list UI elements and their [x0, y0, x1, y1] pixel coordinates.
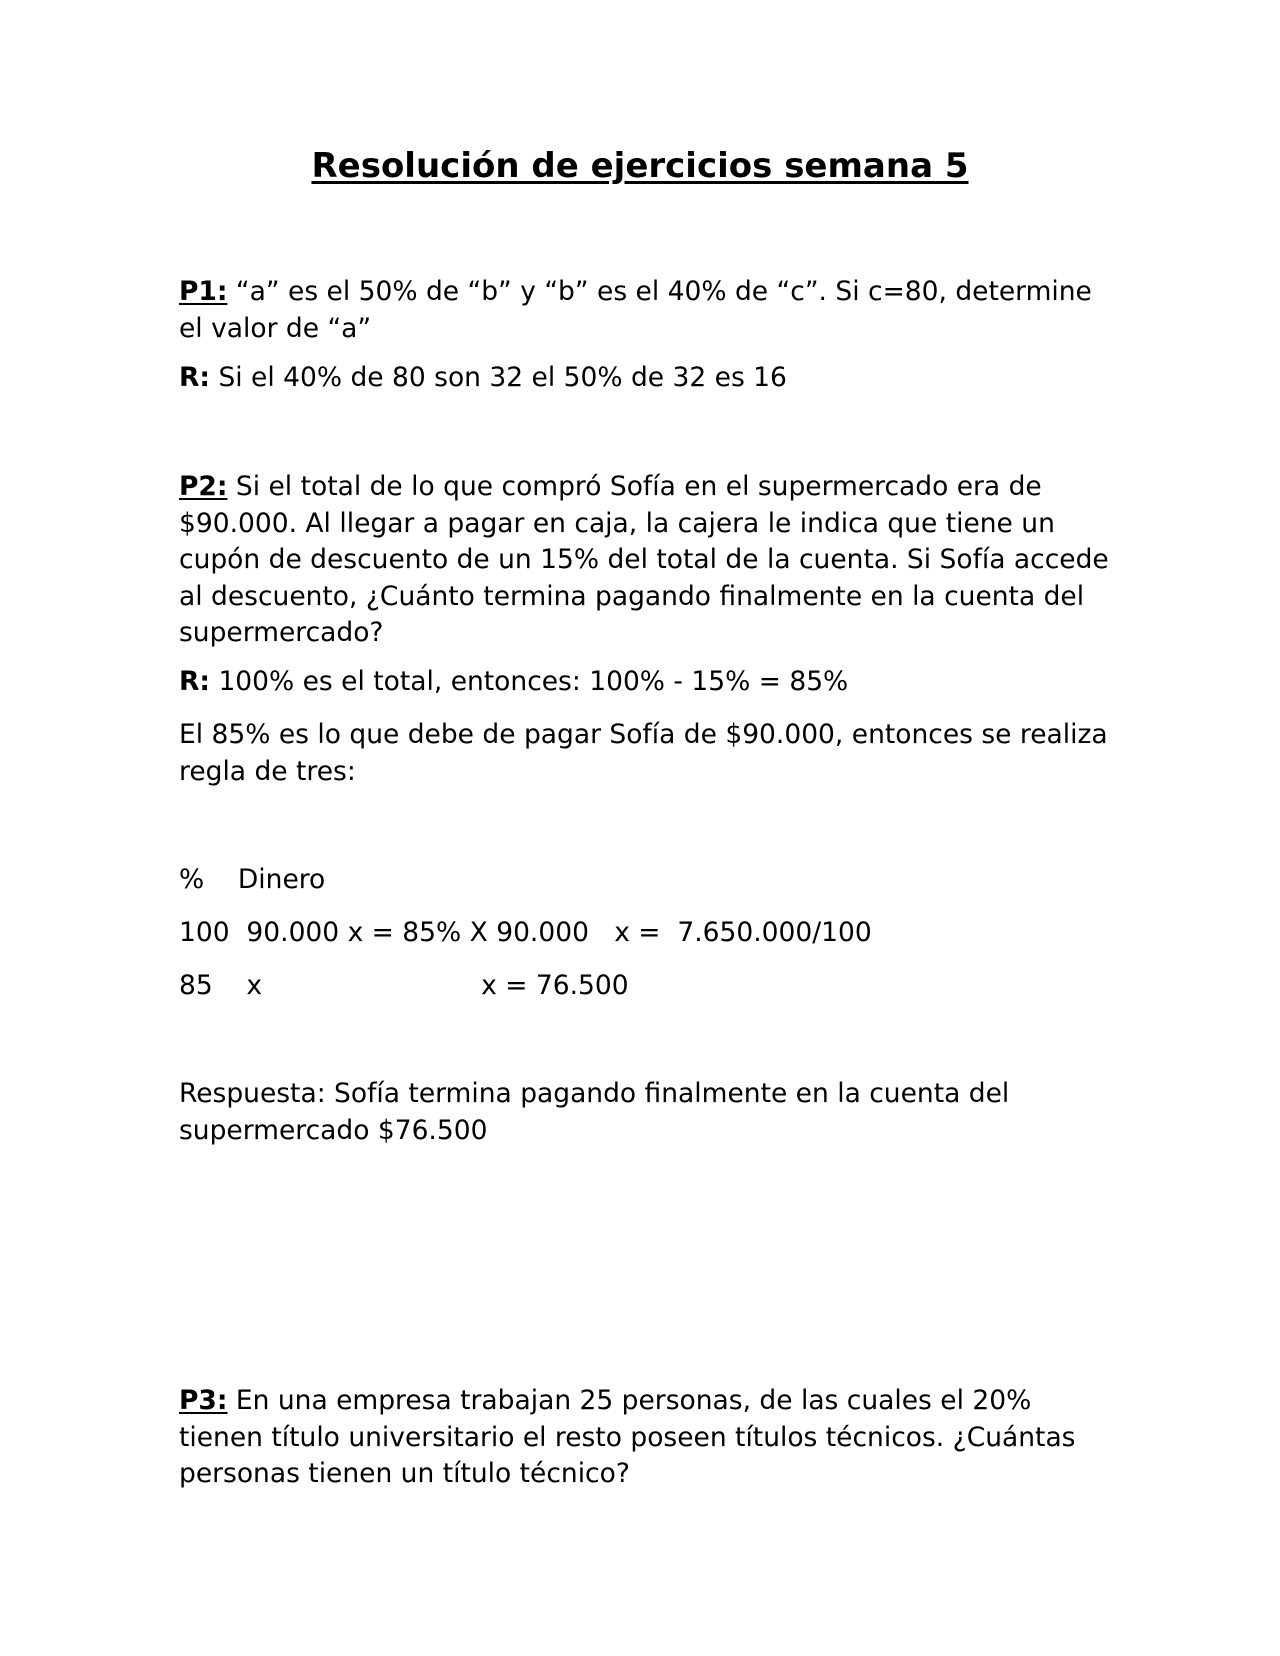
p1-label: P1:: [179, 276, 228, 307]
p2-question: [179, 469, 1109, 652]
p2-answer-label: R:: [179, 666, 211, 697]
p2-response: Respuesta: Sofía termina pagando finalmente en la cuenta del supermercado $76.500: [179, 1078, 1010, 1146]
p3-question-text: En una empresa trabajan 25 personas, de las cuales el 20% tienen título universitario el resto poseen títulos técnicos. ¿Cuántas personas tienen un título técnico?: [179, 1385, 1076, 1489]
rule-of-three-header: % Dinero: [179, 864, 326, 895]
p1-question-text: “a” es el 50% de “b” y “b” es el 40% de “c”. Si c=80, determine el valor de “a”: [179, 276, 1092, 344]
p1-answer: [179, 360, 1109, 397]
p2-question-text: Si el total de lo que compró Sofía en el supermercado era de $90.000. Al llegar a pagar en caja, la cajera le indica que tiene un cupón de descuento de un 15% del total de la cuenta. Si Sofía accede al descuento, ¿Cuánto termina pagando finalmente en la cuenta del supermercado?: [179, 471, 1109, 648]
rule-of-three-row-1: 100 90.000 x = 85% X 90.000 x = 7.650.000/100: [179, 917, 872, 948]
p2-answer: [179, 664, 1109, 701]
p3-question: [179, 1383, 1109, 1493]
page-title: Resolución de ejercicios semana 5: [311, 146, 969, 186]
rule-of-three-row-2: 85 x x = 76.500: [179, 970, 629, 1001]
p2-explanation: El 85% es lo que debe de pagar Sofía de $90.000, entonces se realiza regla de tres:: [179, 719, 1108, 787]
p2-answer-text: 100% es el total, entonces: 100% - 15% = 85%: [210, 666, 849, 697]
p1-question: [179, 274, 1109, 347]
p2-label: P2:: [179, 471, 228, 502]
p1-answer-label: R:: [179, 362, 211, 393]
p3-label: P3:: [179, 1385, 228, 1416]
p1-answer-text: Si el 40% de 80 son 32 el 50% de 32 es 16: [210, 362, 787, 393]
